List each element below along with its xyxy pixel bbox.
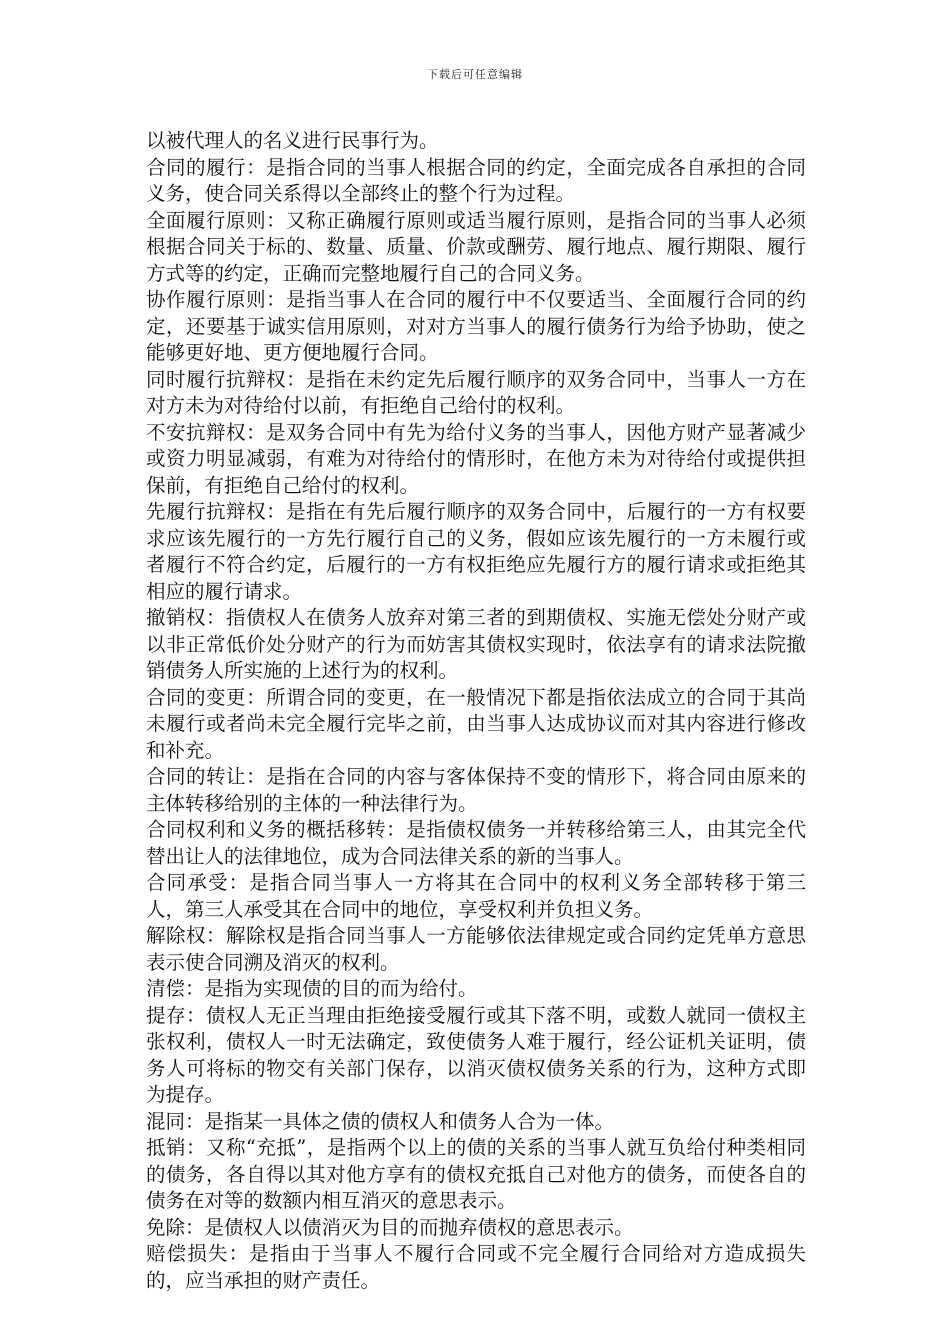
document-body [146, 128, 806, 1294]
paragraph: 赔偿损失：是指由于当事人不履行合同或不完全履行合同给对方造成损失的，应当承担的财产责任。 [146, 1242, 806, 1292]
paragraph: 免除：是债权人以债消灭为目的而抛弃债权的意思表示。 [146, 1215, 634, 1239]
paragraph: 抵销：又称“充抵”，是指两个以上的债的关系的当事人就互负给付种类相同的债务，各自得以其对他方享有的债权充抵自己对他方的债务，而使各自的债务在对等的数额内相互消灭的意思表示。 [146, 1136, 806, 1212]
paragraph: 合同的履行：是指合同的当事人根据合同的约定，全面完成各自承担的合同义务，使合同关系得以全部终止的整个行为过程。 [146, 155, 806, 205]
paragraph: 协作履行原则：是指当事人在合同的履行中不仅要适当、全面履行合同的约定，还要基于诚实信用原则，对对方当事人的履行债务行为给予协助，使之能够更好地、更方便地履行合同。 [146, 288, 806, 364]
paragraph: 清偿：是指为实现债的目的而为给付。 [146, 977, 478, 1000]
paragraph: 合同的变更：所谓合同的变更，在一般情况下都是指依法成立的合同于其尚未履行或者尚未完全履行完毕之前，由当事人达成协议而对其内容进行修改和补充。 [146, 685, 806, 762]
paragraph: 以被代理人的名义进行民事行为。 [146, 129, 439, 152]
paragraph: 不安抗辩权：是双务合同中有先为给付义务的当事人，因他方财产显著减少或资力明显减弱，有难为对待给付的情形时，在他方未为对待给付或提供担保前，有拒绝自己给付的权利。 [146, 420, 806, 497]
paragraph: 全面履行原则：又称正确履行原则或适当履行原则，是指合同的当事人必须根据合同关于标的、数量、质量、价款或酬劳、履行地点、履行期限、履行方式等的约定，正确而完整地履行自己的合同义务。 [146, 208, 806, 285]
paragraph: 合同承受：是指合同当事人一方将其在合同中的权利义务全部转移于第三人，第三人承受其在合同中的地位，享受权利并负担义务。 [146, 871, 806, 921]
paragraph: 合同的转让：是指在合同的内容与客体保持不变的情形下，将合同由原来的主体转移给别的主体的一种法律行为。 [146, 765, 806, 815]
page-header: 下载后可任意编辑 [427, 68, 523, 81]
paragraph: 合同权利和义务的概括移转：是指债权债务一并转移给第三人，由其完全代替出让人的法律地位，成为合同法律关系的新的当事人。 [146, 818, 806, 868]
paragraph: 解除权：解除权是指合同当事人一方能够依法律规定或合同约定凭单方意思表示使合同溯及消灭的权利。 [146, 924, 806, 974]
paragraph: 提存：债权人无正当理由拒绝接受履行或其下落不明，或数人就同一债权主张权利，债权人一时无法确定，致使债务人难于履行，经公证机关证明，债务人可将标的物交有关部门保存，以消灭债权债务关系的行为，这种方式即为提存。 [146, 1003, 806, 1106]
paragraph: 同时履行抗辩权：是指在未约定先后履行顺序的双务合同中，当事人一方在对方未为对待给付以前，有拒绝自己给付的权利。 [146, 367, 806, 417]
paragraph: 先履行抗辩权：是指在有先后履行顺序的双务合同中，后履行的一方有权要求应该先履行的一方先行履行自己的义务，假如应该先履行的一方未履行或者履行不符合约定，后履行的一方有权拒绝应先履行方的履行请求或拒绝其相应的履行请求。 [146, 500, 806, 603]
paragraph: 混同：是指某一具体之债的债权人和债务人合为一体。 [146, 1109, 615, 1133]
paragraph: 撤销权：指债权人在债务人放弃对第三者的到期债权、实施无偿处分财产或以非正常低价处分财产的行为而妨害其债权实现时，依法享有的请求法院撤销债务人所实施的上述行为的权利。 [146, 606, 806, 682]
